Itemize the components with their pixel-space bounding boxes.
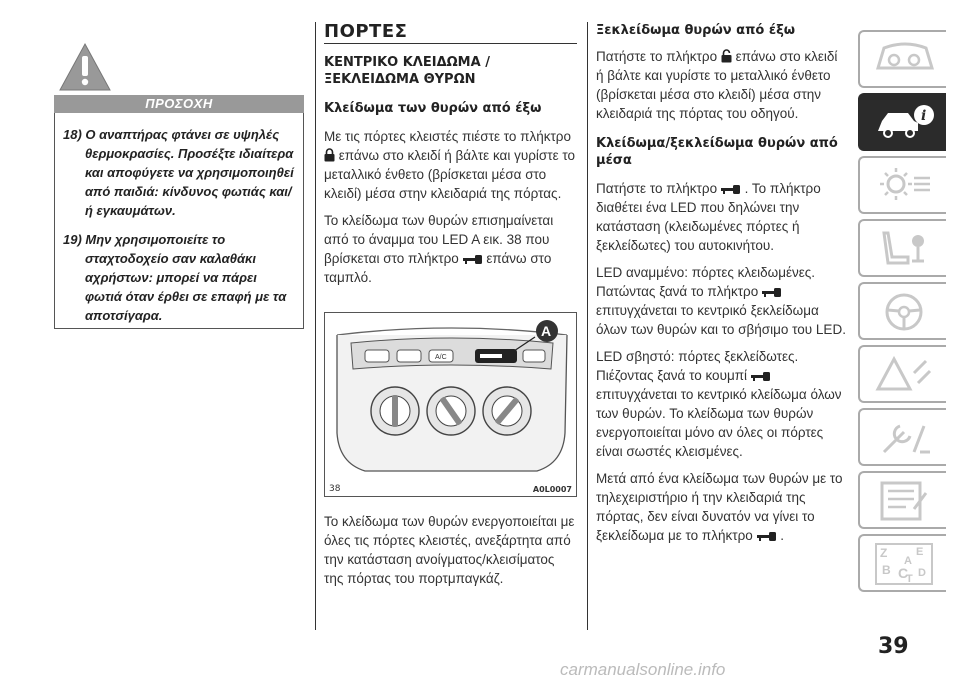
page-title: ΠΟΡΤΕΣ (324, 21, 408, 42)
index-tab[interactable] (858, 534, 946, 592)
text: επάνω στο ταμπλό. (324, 251, 552, 285)
paragraph-led-on (596, 263, 848, 339)
subheading (324, 54, 577, 88)
text: LED σβηστό: πόρτες ξεκλείδωτες. Πιέζοντας ξανά το κουμπί (596, 349, 799, 383)
safety-tab[interactable] (858, 219, 946, 277)
door-lock-button-icon (751, 372, 771, 382)
title-rule (324, 43, 577, 44)
column-unlock (596, 22, 848, 553)
chapter-sidebar (858, 30, 946, 597)
dashboard-tab[interactable] (858, 30, 946, 88)
svg-text:i: i (921, 108, 927, 124)
paragraph-lock-conditions (324, 512, 577, 596)
text: . Το πλήκτρο διαθέτει ένα LED που δηλώνει την κατάσταση (κλειδωμένες πόρτες ή ξεκλείδωτες) του αυτοκινήτου. (596, 181, 821, 253)
subheading-line-1: ΚΕΝΤΡΙΚΟ ΚΛΕΙΔΩΜΑ / (324, 55, 490, 70)
index-letter: E (916, 546, 924, 558)
page-number: 39 (878, 634, 909, 659)
text: Με τις πόρτες κλειστές πιέστε το πλήκτρο (324, 129, 571, 144)
paragraph-led-off (596, 347, 848, 461)
warning-tab[interactable] (858, 345, 946, 403)
figure-38 (324, 312, 577, 497)
padlock-icon (324, 148, 335, 162)
column-doors (324, 22, 577, 295)
text: . (780, 528, 785, 543)
lights-tab[interactable] (858, 156, 946, 214)
figure-number: 38 (329, 484, 341, 494)
text: επάνω στο κλειδί ή βάλτε και γυρίστε το μεταλλικό ένθετο (βρίσκεται μέσα στο κλειδί) μέσα στην κλειδαριά της πόρτας. (324, 148, 575, 201)
tools-icon (874, 416, 936, 460)
text: Το κλείδωμα των θυρών ενεργοποιείται με όλες τις πόρτες κλειστές, ανεξάρτητα από την κατάσταση ανοίγματος/κλεισίματος της πόρτας του πορτμπαγκάζ. (324, 514, 575, 586)
settings-list-tab[interactable] (858, 471, 946, 529)
paragraph-lock-outside (324, 127, 577, 203)
text: Μετά από ένα κλείδωμα των θυρών με το τηλεχειριστήριο ή την κλειδαριά της πόρτας, δεν είναι δυνατόν να γίνει το ξεκλείδωμα με το πλήκτρο (596, 471, 843, 543)
index-letter: D (918, 567, 926, 579)
door-lock-button-icon (757, 532, 777, 542)
section-lock-outside: Κλείδωμα των θυρών από έξω (324, 101, 542, 116)
callout-label-a: A (541, 323, 552, 339)
steering-tab[interactable] (858, 282, 946, 340)
dashboard-icon (874, 38, 936, 82)
index-letter: C (898, 565, 909, 581)
text: επάνω στο κλειδί ή βάλτε και γυρίστε το μεταλλικό ένθετο (βρίσκεται μέσα στο κλειδί) μέσα στην κλειδαριά της πόρτας του οδηγού. (596, 49, 838, 121)
index-letter: B (882, 563, 891, 577)
text: LED αναμμένο: πόρτες κλειδωμένες. Πατώντας ξανά το πλήκτρο (596, 265, 816, 299)
steering-wheel-icon (874, 290, 936, 334)
paragraph-unlock-outside (596, 47, 848, 123)
tools-tab[interactable] (858, 408, 946, 466)
text: Πατήστε το πλήκτρο (596, 181, 718, 196)
text: επιτυγχάνεται το κεντρικό κλείδωμα όλων των θυρών. Το κλείδωμα των θυρών ενεργοποιείται μόνο αν όλες οι πόρτες είναι σωστές κλεισμένες. (596, 387, 842, 459)
padlock-open-icon (721, 49, 732, 63)
text: επιτυγχάνεται το κεντρικό ξεκλείδωμα όλων των θυρών και το σβήσιμο του LED. (596, 303, 846, 337)
subheading-line-2: ΞΕΚΛΕΙΔΩΜΑ ΘΥΡΩΝ (324, 72, 476, 87)
seat-safety-icon (874, 227, 936, 271)
paragraph-remote-lock (596, 469, 848, 545)
door-lock-button-icon (463, 255, 483, 265)
warning-item-19: 19) Μην χρησιμοποιείτε το σταχτοδοχείο σαν καλαθάκι αχρήστων: μπορεί να πάρει φωτιά όταν έρθει σε επαφή με τα αποτσίγαρα. (63, 232, 287, 323)
index-letter: A (904, 555, 912, 567)
text: Το κλείδωμα των θυρών επισημαίνεται από το άναμμα του LED A εικ. 38 που βρίσκεται στο πλήκτρο (324, 213, 554, 266)
car-info-icon (874, 101, 936, 145)
door-lock-button-icon (721, 185, 741, 195)
warning-box (54, 113, 304, 329)
section-lock-inside: Κλείδωμα/ξεκλείδωμα θυρών από μέσα (596, 136, 838, 168)
warning-triangle-icon (58, 42, 112, 92)
column-divider-1 (315, 22, 316, 630)
car-info-tab[interactable] (858, 93, 946, 151)
alphabet-index-icon (874, 542, 936, 586)
figure-code: A0L0007 (532, 485, 572, 494)
index-letter: T (906, 573, 913, 585)
door-lock-button-icon (762, 288, 782, 298)
paragraph-led (324, 211, 577, 287)
light-icon (874, 164, 936, 208)
paragraph-lock-inside (596, 179, 848, 255)
section-unlock-outside: Ξεκλείδωμα θυρών από έξω (596, 23, 796, 38)
text: Πατήστε το πλήκτρο (596, 49, 718, 64)
warning-title: ΠΡΟΣΟΧΗ (54, 95, 304, 113)
footer-watermark[interactable]: carmanualsonline.info (560, 660, 726, 679)
ac-label: A/C (435, 354, 447, 361)
dashboard-controls-illustration (325, 313, 577, 497)
column-divider-2 (587, 22, 588, 630)
warning-triangle-tab-icon (874, 353, 936, 397)
checklist-icon (874, 479, 936, 523)
index-letter: Z (880, 546, 888, 560)
warning-item-18: 18) Ο αναπτήρας φτάνει σε υψηλές θερμοκρασίες. Προσέξτε ιδιαίτερα και αποφύγετε να χρησιμοποιηθεί από παιδιά: κίνδυνος φωτιάς και/ή εγκαυμάτων. (63, 127, 294, 218)
